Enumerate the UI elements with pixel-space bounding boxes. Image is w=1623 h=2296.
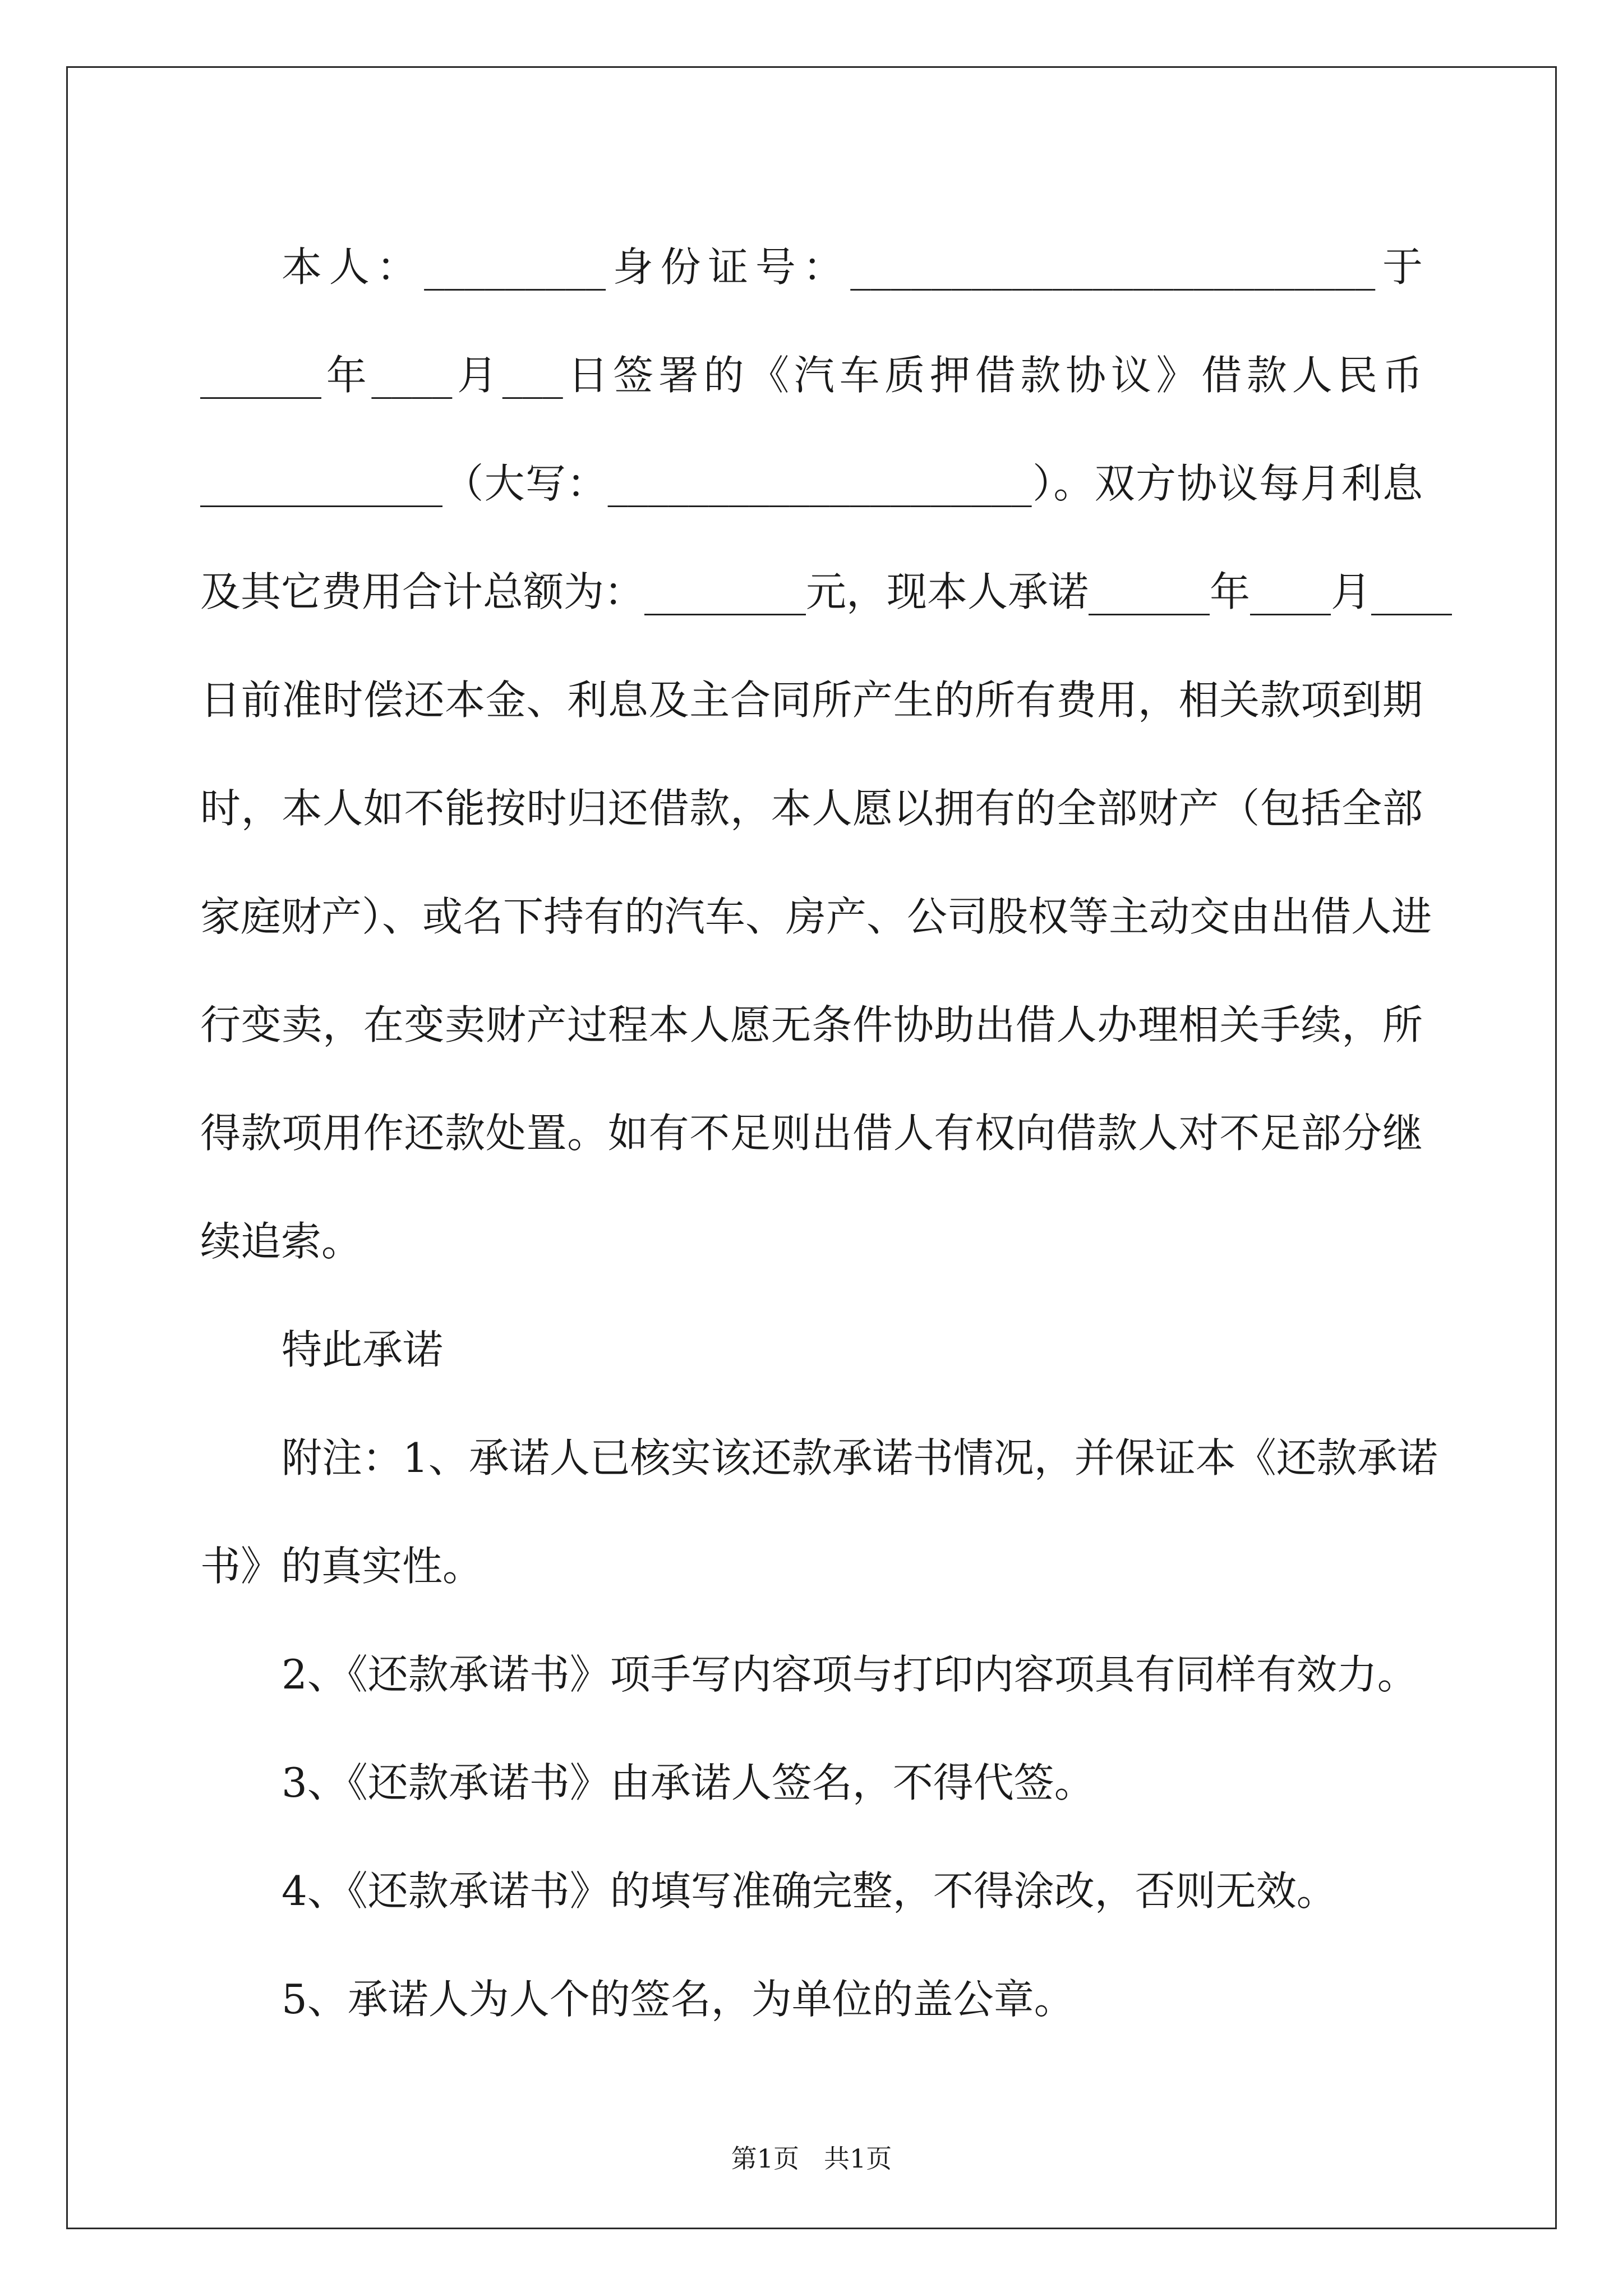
body-line: 本人：_________身份证号：__________________________于 — [282, 243, 1423, 291]
body-line: 家庭财产）、或名下持有的汽车、房产、公司股权等主动交由出借人进 — [200, 893, 1432, 940]
document-body — [200, 213, 1453, 2054]
body-line: 行变卖，在变卖财产过程本人愿无条件协助出借人办理相关手续，所 — [200, 1001, 1423, 1048]
body-line: 续追索。 — [200, 1218, 362, 1265]
note-line: 书》的真实性。 — [200, 1543, 483, 1590]
body-line: 时，本人如不能按时归还借款，本人愿以拥有的全部财产（包括全部 — [200, 785, 1423, 832]
closing-text: 特此承诺 — [282, 1326, 444, 1373]
note-item: 4、《还款承诺书》的填写准确完整，不得涂改，否则无效。 — [282, 1867, 1337, 1915]
note-item: 3、《还款承诺书》由承诺人签名，不得代签。 — [282, 1759, 1095, 1806]
body-line: 日前准时偿还本金、利息及主合同所产生的所有费用，相关款项到期 — [200, 677, 1423, 724]
body-line: ____________（大写：_____________________）。双方协议每月利息 — [200, 460, 1423, 507]
page-total: 共1页 — [823, 2143, 892, 2174]
page-footer — [0, 2142, 1623, 2175]
body-line: 及其它费用合计总额为：________元，现本人承诺______年____月____ — [200, 568, 1453, 615]
note-item: 5、承诺人为人个的签名，为单位的盖公章。 — [282, 1976, 1075, 2023]
page-number: 第1页 — [731, 2143, 800, 2174]
body-line: 得款项用作还款处置。如有不足则出借人有权向借款人对不足部分继 — [200, 1110, 1423, 1157]
note-item: 2、《还款承诺书》项手写内容项与打印内容项具有同样有效力。 — [282, 1651, 1418, 1698]
note-line: 附注：1、承诺人已核实该还款承诺书情况，并保证本《还款承诺 — [282, 1434, 1438, 1481]
body-line: ______年____月___日签署的《汽车质押借款协议》借款人民币 — [200, 352, 1423, 399]
